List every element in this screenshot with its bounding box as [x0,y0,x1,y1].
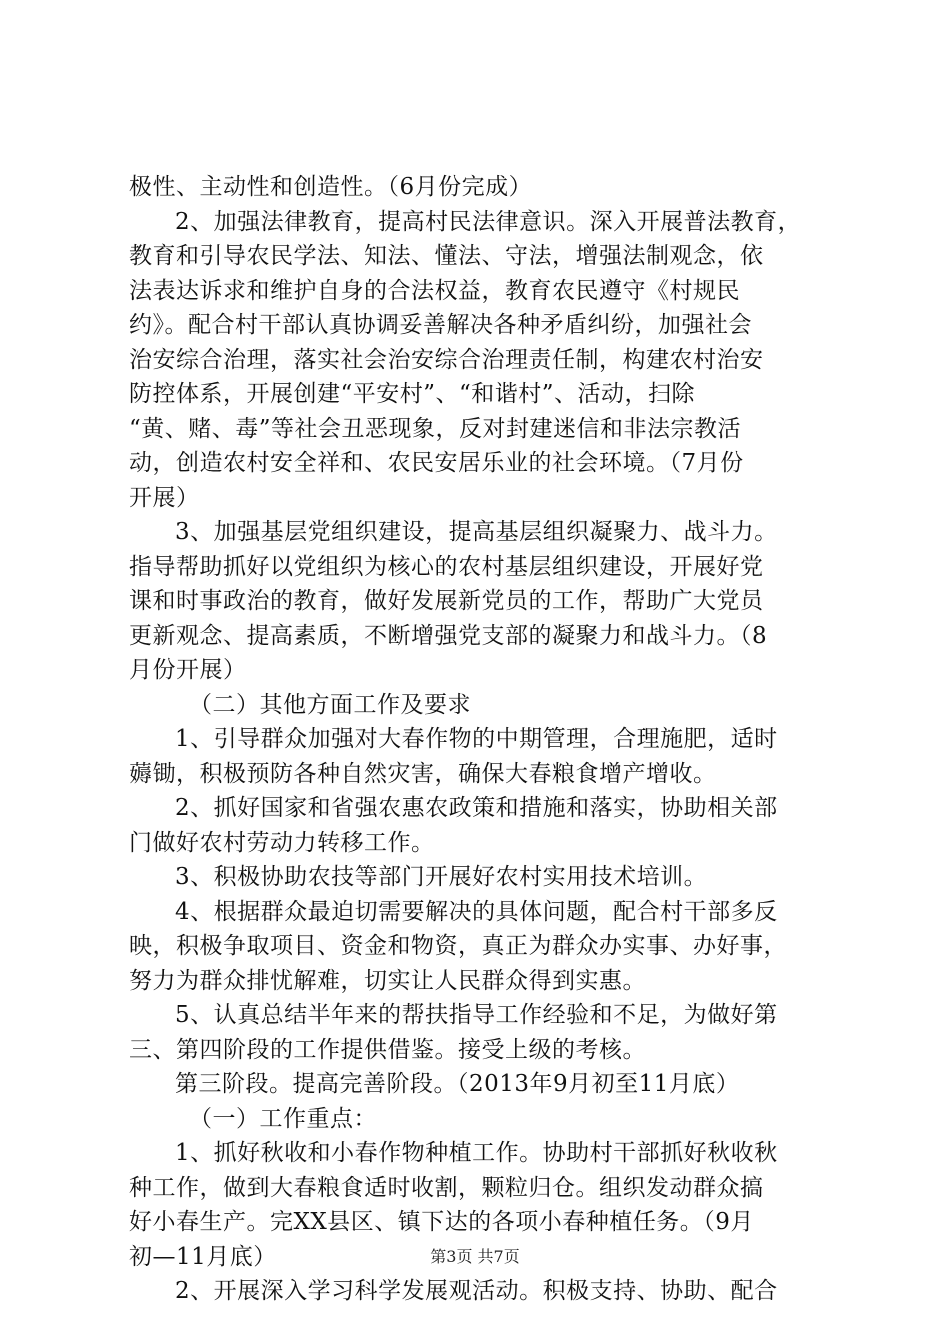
text-line: 2、抓好国家和省强农惠农政策和措施和落实，协助相关部 [175,795,778,821]
text-line: 2、开展深入学习科学发展观活动。积极支持、协助、配合 [175,1278,778,1304]
text-line: 5、认真总结半年来的帮扶指导工作经验和不足，为做好第 [175,1002,778,1028]
text-line: 种工作，做到大春粮食适时收割，颗粒归仓。组织发动群众搞 [129,1174,764,1201]
text-line: 课和时事政治的教育，做好发展新党员的工作，帮助广大党员 [129,588,764,614]
text-line: 初—11月底） [129,1243,277,1270]
text-line: 指导帮助抓好以党组织为核心的农村基层组织建设，开展好党 [129,553,764,580]
text-line: 好小春生产。完XX县区、镇下达的各项小春种植任务。（9月 [129,1209,754,1235]
text-line: 映，积极争取项目、资金和物资，真正为群众办实事、办好事， [129,933,787,959]
text-line: 三、第四阶段的工作提供借鉴。接受上级的考核。 [129,1036,646,1063]
text-line: 2、加强法律教育，提高村民法律意识。深入开展普法教育， [175,208,802,235]
text-line: 约》。配合村干部认真协调妥善解决各种矛盾纠纷，加强社会 [129,312,752,338]
text-line: 1、引导群众加强对大春作物的中期管理，合理施肥，适时 [175,726,778,752]
text-line: 门做好农村劳动力转移工作。 [129,829,435,856]
text-line: 治安综合治理，落实社会治安综合治理责任制，构建农村治安 [129,346,764,373]
text-line: 3、积极协助农技等部门开展好农村实用技术培训。 [175,864,708,890]
text-line: 3、加强基层党组织建设，提高基层组织凝聚力、战斗力。 [175,519,778,545]
text-line: （一）工作重点： [189,1105,377,1132]
text-line: 教育和引导农民学法、知法、懂法、守法，增强法制观念，依 [129,243,764,269]
document-body [129,170,829,1309]
text-line: 1、抓好秋收和小春作物种植工作。协助村干部抓好秋收秋 [175,1140,778,1166]
text-line: （二）其他方面工作及要求 [189,691,471,718]
text-line: 薅锄，积极预防各种自然灾害，确保大春粮食增产增收。 [129,760,717,787]
text-line: 月份开展） [129,657,247,683]
text-line: 更新观念、提高素质，不断增强党支部的凝聚力和战斗力。（8 [129,622,768,649]
text-line: 努力为群众排忧解难，切实让人民群众得到实惠。 [129,967,646,994]
text-line: 法表达诉求和维护自身的合法权益，教育农民遵守《村规民 [129,277,740,304]
text-line: 第三阶段。提高完善阶段。（2013年9月初至11月底） [175,1071,740,1097]
text-line: 4、根据群众最迫切需要解决的具体问题，配合村干部多反 [175,898,778,925]
text-line: “黄、赌、毒”等社会丑恶现象，反对封建迷信和非法宗教活 [129,415,742,442]
page-number-footer: 第3页 共7页 [430,1247,520,1266]
text-line: 动，创造农村安全祥和、农民安居乐业的社会环境。（7月份 [129,450,744,476]
text-line: 防控体系，开展创建“平安村”、“和谐村”、活动，扫除 [129,381,696,407]
text-line: 极性、主动性和创造性。（6月份完成） [129,174,533,200]
text-line: 开展） [129,484,200,511]
